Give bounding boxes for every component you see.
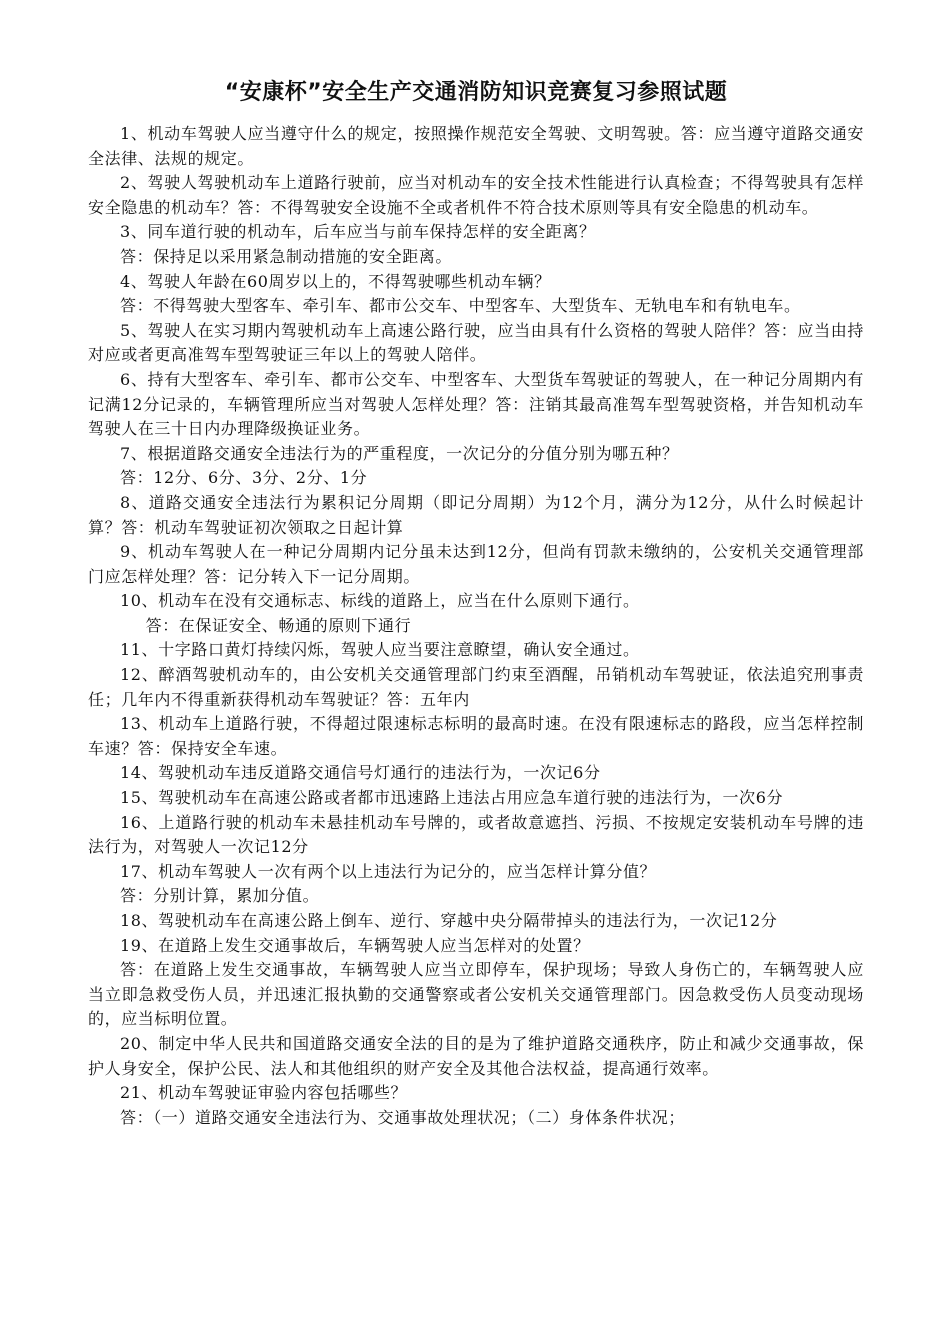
document-title: “安康杯”安全生产交通消防知识竞赛复习参照试题 xyxy=(224,80,728,105)
paragraph-q16: 16、上道路行驶的机动车未悬挂机动车号牌的，或者故意遮挡、污损、不按规定安装机动车号牌的违法行为，对驾驶人一次记12分 xyxy=(88,812,864,857)
paragraph-q20: 20、制定中华人民共和国道路交通安全法的目的是为了维护道路交通秩序，防止和减少交通事故，保护人身安全，保护公民、法人和其他组织的财产安全及其他合法权益，提高通行效率。 xyxy=(88,1033,864,1078)
paragraph-q3: 3、同车道行驶的机动车，后车应当与前车保持怎样的安全距离？ xyxy=(120,222,596,242)
paragraph-q1: 1、机动车驾驶人应当遵守什么的规定，按照操作规范安全驾驶、文明驾驶。答：应当遵守道路交通安全法律、法规的规定。 xyxy=(88,124,864,168)
paragraph-q12: 12、醉酒驾驶机动车的，由公安机关交通管理部门约束至酒醒，吊销机动车驾驶证，依法追究刑事责任；几年内不得重新获得机动车驾驶证？答：五年内 xyxy=(88,665,864,709)
paragraph-q6: 6、持有大型客车、牵引车、都市公交车、中型客车、大型货车驾驶证的驾驶人，在一种记分周期内有记满12分记录的，车辆管理所应当对驾驶人怎样处理？答：注销其最高准驾车型驾驶资格，并告知机动车驾驶人在三十日内办理降级换证业务。 xyxy=(88,369,864,439)
paragraph-a17: 答：分别计算，累加分值。 xyxy=(120,886,320,906)
paragraph-q11: 11、十字路口黄灯持续闪烁，驾驶人应当要注意瞭望，确认安全通过。 xyxy=(120,640,640,660)
paragraph-q8: 8、道路交通安全违法行为累积记分周期（即记分周期）为12个月，满分为12分，从什么时候起计算？答：机动车驾驶证初次领取之日起计算 xyxy=(88,492,864,537)
paragraph-q21: 21、机动车驾驶证审验内容包括哪些？ xyxy=(120,1083,408,1103)
paragraph-a21: 答：（一）道路交通安全违法行为、交通事故处理状况；（二）身体条件状况； xyxy=(120,1107,686,1127)
document-page xyxy=(88,72,864,1130)
document-body xyxy=(88,122,864,1130)
paragraph-a10: 答：在保证安全、畅通的原则下通行 xyxy=(145,615,412,635)
paragraph-q4: 4、驾驶人年龄在60周岁以上的，不得驾驶哪些机动车辆？ xyxy=(120,271,551,291)
paragraph-a19: 答：在道路上发生交通事故，车辆驾驶人应当立即停车，保护现场；导致人身伤亡的，车辆驾驶人应当立即急救受伤人员，并迅速汇报执勤的交通警察或者公安机关交通管理部门。因急救受伤人员变动现场的，应当标明位置。 xyxy=(88,960,864,1029)
paragraph-q10: 10、机动车在没有交通标志、标线的道路上，应当在什么原则下通行。 xyxy=(120,591,640,611)
paragraph-q18: 18、驾驶机动车在高速公路上倒车、逆行、穿越中央分隔带掉头的违法行为，一次记12分 xyxy=(120,911,778,930)
paragraph-a3: 答：保持足以采用紧急制动措施的安全距离。 xyxy=(120,246,453,266)
paragraph-q15: 15、驾驶机动车在高速公路或者都市迅速路上违法占用应急车道行驶的违法行为，一次6分 xyxy=(120,788,784,808)
paragraph-q7: 7、根据道路交通安全违法行为的严重程度，一次记分的分值分别为哪五种？ xyxy=(120,443,679,463)
paragraph-q13: 13、机动车上道路行驶，不得超过限速标志标明的最高时速。在没有限速标志的路段，应当怎样控制车速？答：保持安全车速。 xyxy=(88,714,864,758)
paragraph-a7: 答：12分、6分、3分、2分、1分 xyxy=(120,468,368,488)
paragraph-q14: 14、驾驶机动车违反道路交通信号灯通行的违法行为，一次记6分 xyxy=(120,763,601,783)
paragraph-q19: 19、在道路上发生交通事故后，车辆驾驶人应当怎样对的处置？ xyxy=(120,935,590,955)
paragraph-q2: 2、驾驶人驾驶机动车上道路行驶前，应当对机动车的安全技术性能进行认真检查；不得驾驶具有怎样安全隐患的机动车？答：不得驾驶安全设施不全或者机件不符合技术原则等具有安全隐患的机动车。 xyxy=(88,173,864,217)
paragraph-a4: 答：不得驾驶大型客车、牵引车、都市公交车、中型客车、大型货车、无轨电车和有轨电车。 xyxy=(120,296,801,316)
paragraph-q5: 5、驾驶人在实习期内驾驶机动车上高速公路行驶，应当由具有什么资格的驾驶人陪伴？答：应当由持对应或者更高准驾车型驾驶证三年以上的驾驶人陪伴。 xyxy=(88,320,864,365)
paragraph-q17: 17、机动车驾驶人一次有两个以上违法行为记分的，应当怎样计算分值？ xyxy=(120,861,657,881)
paragraph-q9: 9、机动车驾驶人在一种记分周期内记分虽未达到12分，但尚有罚款未缴纳的，公安机关交通管理部门应怎样处理？答：记分转入下一记分周期。 xyxy=(88,542,864,586)
